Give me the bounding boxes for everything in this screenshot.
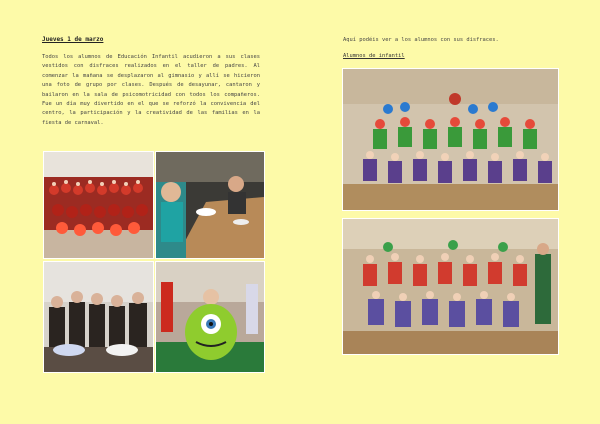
- left-heading: Jueves 1 de marzo: [42, 36, 104, 43]
- photo-class-gym-1: [342, 68, 559, 211]
- photo-parents-workshop: [43, 261, 154, 373]
- photo-children-at-table-image: [156, 152, 264, 258]
- photo-children-at-table: [155, 151, 265, 259]
- right-caption: Aquí podéis ver a los alumnos con sus disfraces.: [343, 37, 499, 43]
- photo-class-gym-2: [342, 218, 559, 355]
- photo-class-gym-1-image: [343, 69, 558, 210]
- right-subheading: Alumnos de infantil: [343, 53, 405, 59]
- body-paragraph: Todos los alumnos de Educación Infantil acudieron a sus clases vestidos con disfraces realizados en el taller de padres. Al comenzar la mañana se desplazaron al gimnasio y allí se hicieron una foto de grupo por clases. Después de desayunar, cantaron y bailaron en la sala de psicomotricidad con todos los compañeros. Fue un día muy divertido en el que se reforzó la convivencia del centro, la participación y la creatividad de las familias en la fiesta de carnaval.: [42, 54, 260, 126]
- photo-parents-workshop-image: [44, 262, 153, 372]
- photo-group-red-costumes: [43, 151, 154, 259]
- photo-group-red-costumes-image: [44, 152, 153, 258]
- photo-class-gym-2-image: [343, 219, 558, 354]
- photo-child-monster-costume: [155, 261, 265, 373]
- photo-child-monster-costume-image: [156, 262, 264, 372]
